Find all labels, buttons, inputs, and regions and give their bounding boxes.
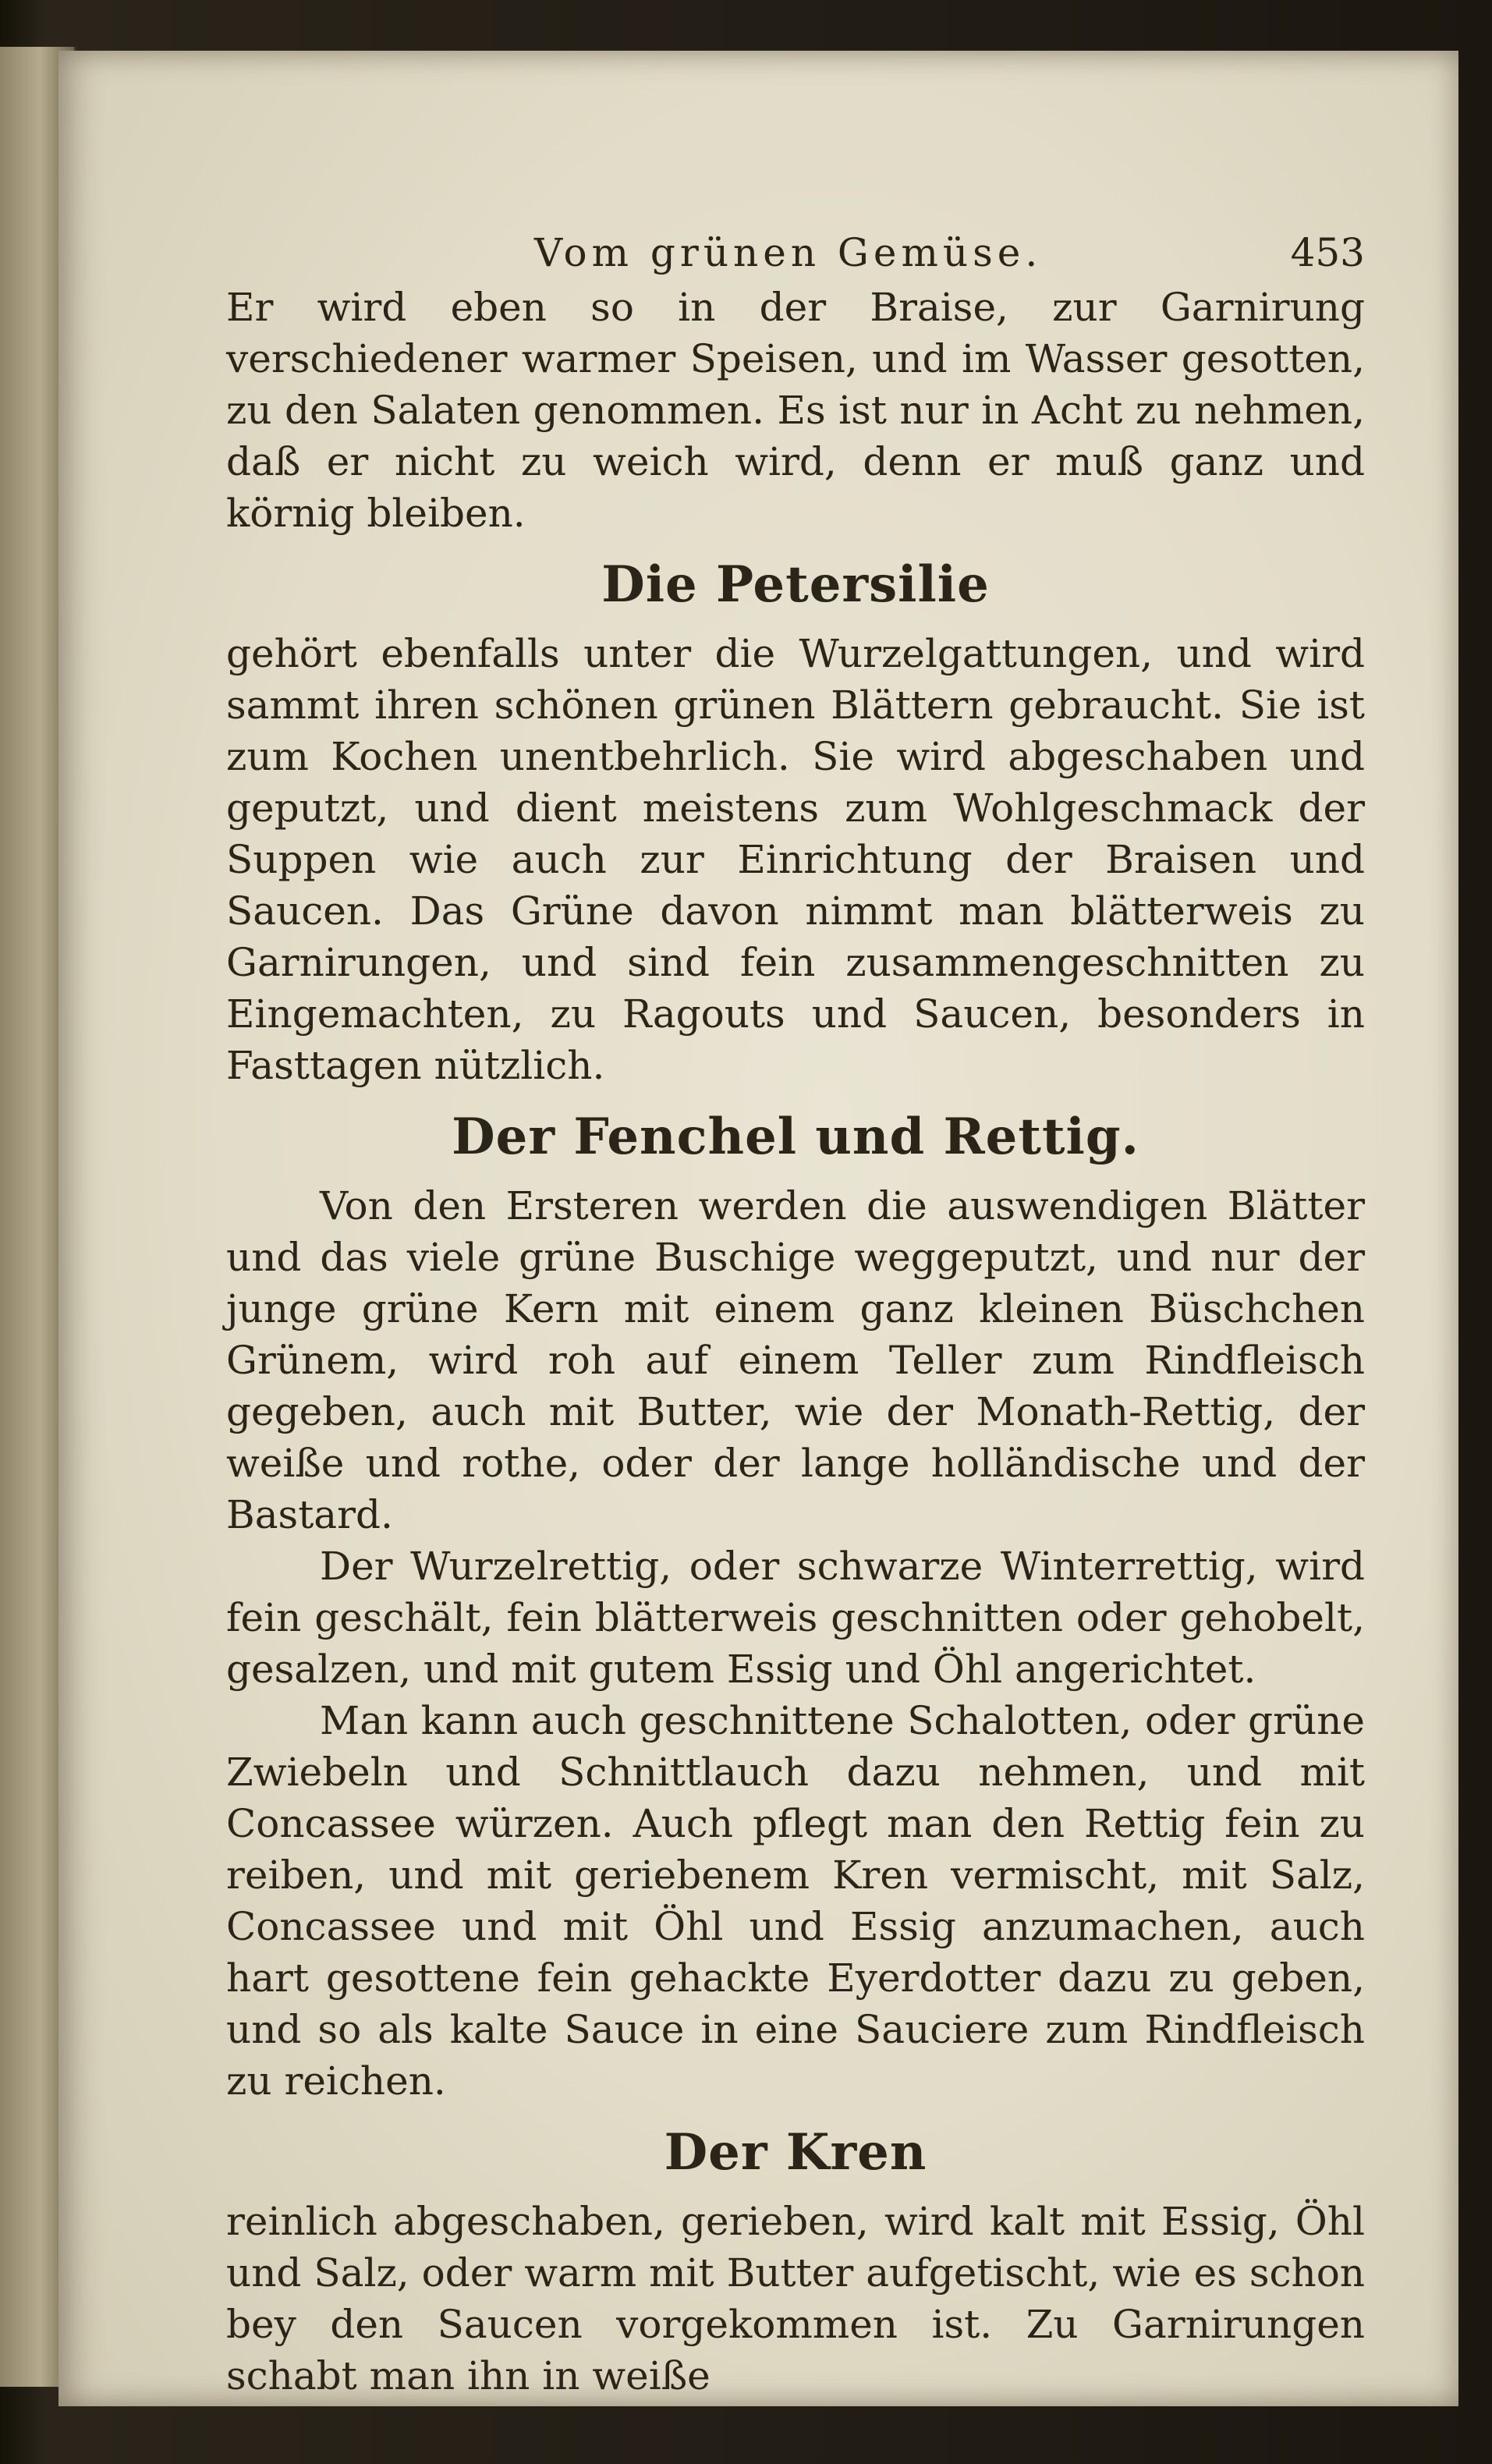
paragraph: reinlich abgeschaben, gerieben, wird kalt mit Essig, Öhl und Salz, oder warm mit Butter aufgetischt, wie es schon bey den Saucen vorgekommen ist. Zu Garnirungen schabt man ihn in weiße <box>226 2199 1365 2398</box>
page-number: 453 <box>1290 230 1365 275</box>
page-content <box>226 230 1365 2402</box>
paragraph: Er wird eben so in der Braise, zur Garnirung verschiedener warmer Speisen, und im Wasser gesotten, zu den Salaten genommen. Es ist nur in Acht zu nehmen, daß er nicht zu weich wird, denn er muß ganz und körnig bleiben. <box>226 285 1365 536</box>
paragraph: Von den Ersteren werden die auswendigen Blätter und das viele grüne Buschige weggeputzt, und nur der junge grüne Kern mit einem ganz kleinen Büschchen Grünem, wird roh auf einem Teller zum Rindfleisch gegeben, auch mit Butter, wie der Monath-Rettig, der weiße und rothe, oder der lange holländische und der Bastard. <box>226 1183 1365 1537</box>
paragraph: gehört ebenfalls unter die Wurzelgattungen, und wird sammt ihren schönen grünen Blättern gebraucht. Sie ist zum Kochen unentbehrlich. Sie wird abgeschaben und geputzt, und dient meistens zum Wohlgeschmack der Suppen wie auch zur Einrichtung der Braisen und Saucen. Das Grüne davon nimmt man blätterweis zu Garnirungen, und sind fein zusammengeschnitten zu Eingemachten, zu Ragouts und Saucen, besonders in Fasttagen nützlich. <box>226 631 1365 1088</box>
section-heading: Der Kren <box>664 2123 927 2182</box>
book-page <box>58 51 1458 2406</box>
running-title: Vom grünen Gemüse. <box>534 230 1043 275</box>
paragraph: Der Wurzelrettig, oder schwarze Winterrettig, wird fein geschält, fein blätterweis geschnitten oder gehobelt, gesalzen, und mit gutem Essig und Öhl angerichtet. <box>226 1544 1365 1692</box>
paragraph: Man kann auch geschnittene Schalotten, oder grüne Zwiebeln und Schnittlauch dazu nehmen, und mit Concassee würzen. Auch pflegt man den Rettig fein zu reiben, und mit geriebenem Kren vermischt, mit Salz, Concassee und mit Öhl und Essig anzumachen, auch hart gesottene fein gehackte Eyerdotter dazu zu geben, und so als kalte Sauce in eine Sauciere zum Rindfleisch zu reichen. <box>226 1698 1365 2104</box>
section-heading: Die Petersilie <box>601 555 990 614</box>
running-head <box>226 230 1365 277</box>
section-heading: Der Fenchel und Rettig. <box>452 1108 1139 1166</box>
